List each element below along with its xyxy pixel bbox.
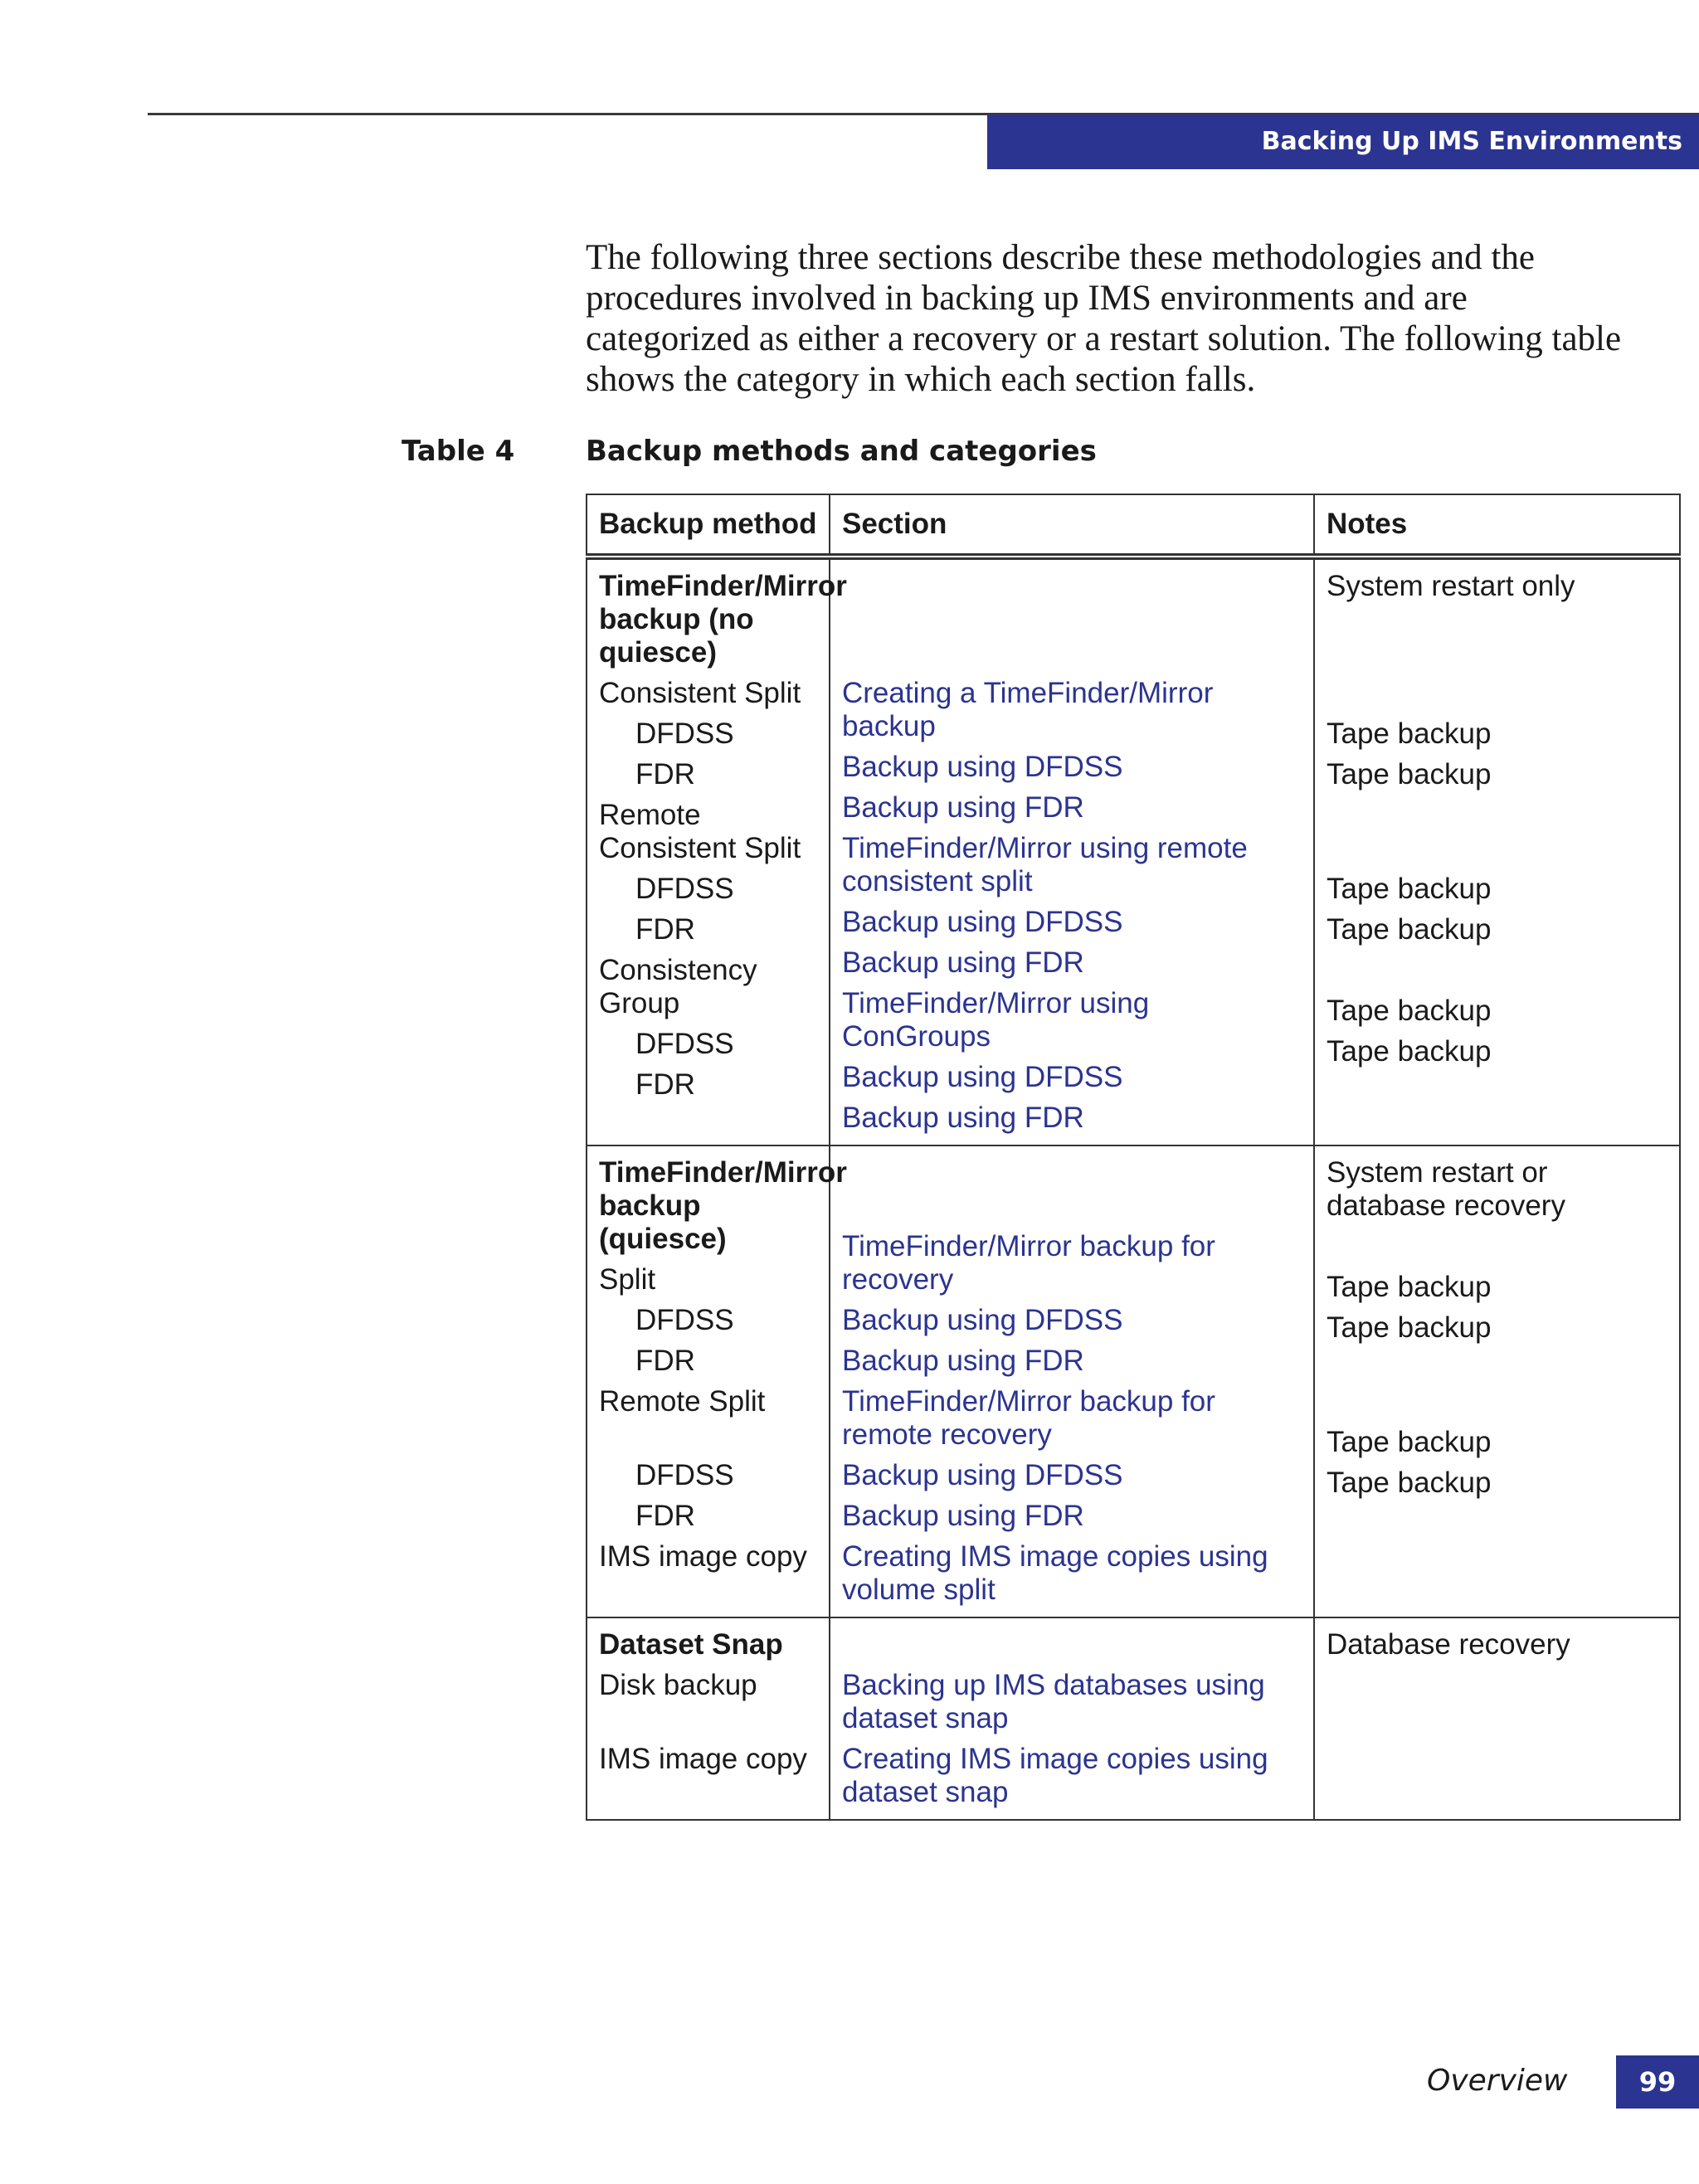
table-title: Backup methods and categories	[586, 435, 1097, 468]
table-header-row	[587, 494, 1680, 557]
method-item: DFDSS	[635, 1028, 734, 1060]
section-link[interactable]: Backup using FDR	[842, 1500, 1084, 1532]
note-item	[1327, 1669, 1667, 1735]
note-item	[1327, 799, 1667, 865]
note-item: Tape backup	[1327, 873, 1492, 905]
section-link[interactable]: TimeFinder/Mirror backup for recovery	[842, 1230, 1215, 1296]
note-item: Tape backup	[1327, 758, 1492, 790]
intro-paragraph: The following three sections describe these methodologies and the procedures involved in backing up IMS environments and are categorized as either a recovery or a restart solution. The following table shows the category in which each section falls.	[586, 238, 1622, 399]
note-item: Tape backup	[1327, 1426, 1492, 1458]
method-cell	[587, 557, 847, 1146]
method-cell	[587, 1617, 830, 1820]
table-number: Table 4	[402, 435, 515, 468]
method-item: IMS image copy	[599, 1743, 807, 1775]
section-link[interactable]: Creating IMS image copies using dataset snap	[842, 1743, 1268, 1808]
section-cell	[830, 557, 1314, 1146]
method-item: IMS image copy	[599, 1540, 807, 1573]
notes-cell	[1314, 1146, 1680, 1617]
method-cell	[587, 1146, 847, 1617]
group-heading: Dataset Snap	[599, 1628, 783, 1661]
note-item	[1327, 1352, 1667, 1418]
section-link[interactable]: TimeFinder/Mirror using remote consistent split	[842, 832, 1248, 897]
column-header-notes: Notes	[1314, 494, 1680, 557]
note-item	[1327, 677, 1667, 710]
notes-cell	[1314, 1617, 1680, 1820]
section-link[interactable]: Creating a TimeFinder/Mirror backup	[842, 677, 1214, 742]
note-item: Tape backup	[1327, 913, 1492, 946]
table-group-quiesce	[587, 1146, 1680, 1617]
section-link[interactable]: TimeFinder/Mirror backup for remote recovery	[842, 1385, 1215, 1451]
running-header	[987, 114, 1699, 169]
method-item: FDR	[635, 758, 695, 790]
section-link[interactable]: Backup using DFDSS	[842, 1304, 1123, 1336]
section-link[interactable]: Backup using FDR	[842, 1102, 1084, 1134]
note-item: Tape backup	[1327, 1467, 1492, 1499]
note-item: Tape backup	[1327, 1271, 1492, 1303]
method-item: FDR	[635, 1500, 695, 1532]
note-item: Tape backup	[1327, 1311, 1492, 1344]
method-item: DFDSS	[635, 717, 734, 750]
section-link[interactable]: Backup using DFDSS	[842, 906, 1123, 938]
method-item: DFDSS	[635, 1304, 734, 1336]
method-item: Consistency Group	[599, 954, 757, 1019]
method-item: Disk backup	[599, 1669, 757, 1701]
section-cell	[830, 1146, 1314, 1617]
column-header-backup-method: Backup method	[587, 494, 830, 557]
method-item: Split	[599, 1263, 656, 1296]
note-item: Tape backup	[1327, 995, 1492, 1027]
group-note: System restart or database recovery	[1327, 1156, 1565, 1222]
notes-cell	[1314, 557, 1680, 1146]
note-item	[1327, 954, 1667, 987]
method-item: FDR	[635, 1345, 695, 1377]
footer-section-name: Overview	[1427, 2064, 1568, 2098]
section-link[interactable]: TimeFinder/Mirror using ConGroups	[842, 987, 1150, 1053]
section-link[interactable]: Backup using DFDSS	[842, 1061, 1123, 1093]
table-group-dataset-snap	[587, 1617, 1680, 1820]
table-group-no-quiesce	[587, 557, 1680, 1146]
running-header-title: Backing Up IMS Environments	[1261, 127, 1682, 156]
note-item	[1327, 1230, 1667, 1263]
method-item: Remote Split	[599, 1385, 766, 1418]
section-link[interactable]: Backing up IMS databases using dataset snap	[842, 1669, 1265, 1734]
page-number: 99	[1616, 2055, 1699, 2109]
method-item: FDR	[635, 1068, 695, 1101]
backup-methods-table	[586, 494, 1681, 1821]
method-item: Remote Consistent Split	[599, 799, 801, 864]
method-item: Consistent Split	[599, 677, 801, 709]
group-note: System restart only	[1327, 570, 1575, 602]
group-note: Database recovery	[1327, 1628, 1570, 1661]
section-link[interactable]: Backup using FDR	[842, 946, 1084, 979]
section-link[interactable]: Backup using DFDSS	[842, 751, 1123, 783]
group-heading: TimeFinder/Mirror backup (quiesce)	[599, 1156, 847, 1255]
note-item: Tape backup	[1327, 717, 1492, 750]
section-link[interactable]: Backup using FDR	[842, 1345, 1084, 1377]
note-item	[1327, 1743, 1667, 1809]
group-heading: TimeFinder/Mirror backup (no quiesce)	[599, 570, 847, 669]
column-header-section: Section	[830, 494, 1314, 557]
section-link[interactable]: Creating IMS image copies using volume split	[842, 1540, 1268, 1606]
method-item: DFDSS	[635, 1459, 734, 1491]
section-cell	[830, 1617, 1314, 1820]
note-item	[1327, 1507, 1667, 1574]
method-item: FDR	[635, 913, 695, 946]
section-link[interactable]: Backup using DFDSS	[842, 1459, 1123, 1491]
method-item: DFDSS	[635, 873, 734, 905]
section-link[interactable]: Backup using FDR	[842, 791, 1084, 824]
note-item: Tape backup	[1327, 1035, 1492, 1068]
